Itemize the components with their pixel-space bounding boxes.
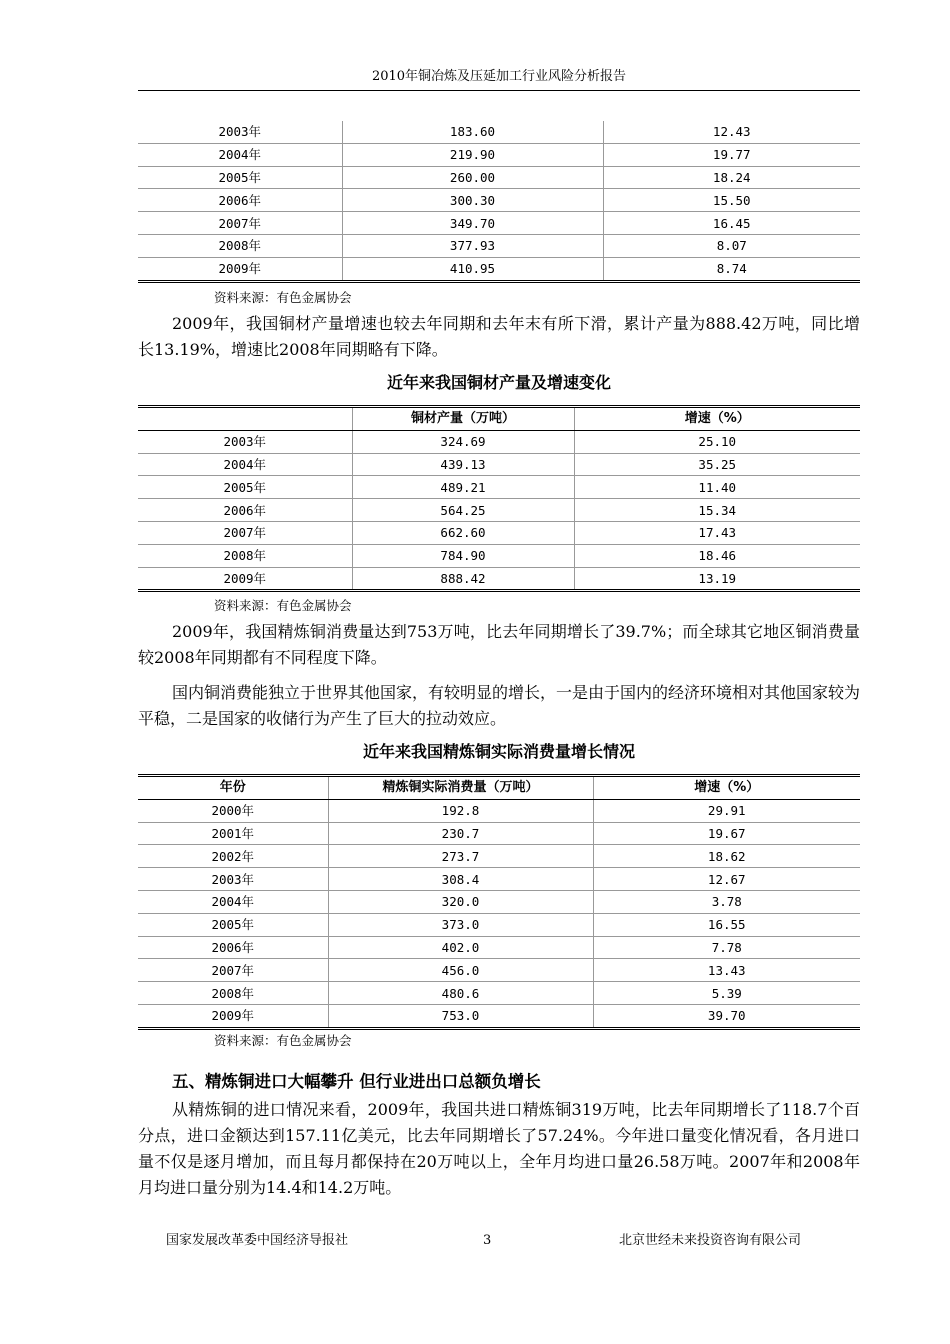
table-row: 2009年 753.0 39.70 — [138, 1004, 860, 1028]
table-source: 资料来源：有色金属协会 — [214, 1033, 352, 1048]
table-row: 2000年 192.8 29.91 — [138, 799, 860, 822]
table-row: 2005年 489.21 11.40 — [138, 476, 860, 499]
table-refined-copper-consumption — [138, 774, 860, 1030]
table-row: 2007年 456.0 13.43 — [138, 959, 860, 982]
paragraph: 国内铜消费能独立于世界其他国家，有较明显的增长，一是由于国内的经济环境相对其他国家较为平稳，二是国家的收储行为产生了巨大的拉动效应。 — [138, 683, 861, 728]
table-row: 2006年 300.30 15.50 — [138, 189, 860, 212]
table-source: 资料来源：有色金属协会 — [214, 290, 352, 305]
table-row: 2004年 320.0 3.78 — [138, 890, 860, 913]
footer-left: 国家发展改革委中国经济导报社 — [166, 1233, 349, 1248]
table-row: 2005年 260.00 18.24 — [138, 166, 860, 189]
table-row: 2003年 183.60 12.43 — [138, 121, 860, 143]
table-row: 2001年 230.7 19.67 — [138, 822, 860, 845]
paragraph: 2009年，我国精炼铜消费量达到753万吨，比去年同期增长了39.7%；而全球其它地区铜消费量较2008年同期都有不同程度下降。 — [138, 622, 860, 667]
table-header-row: 铜材产量（万吨） 增速（%） — [138, 407, 860, 431]
table-row: 2005年 373.0 16.55 — [138, 913, 860, 936]
footer-right: 北京世经未来投资咨询有限公司 — [619, 1233, 802, 1248]
table-caption: 近年来我国精炼铜实际消费量增长情况 — [362, 742, 635, 761]
table-row: 2006年 564.25 15.34 — [138, 499, 860, 522]
paragraph: 2009年，我国铜材产量增速也较去年同期和去年末有所下滑，累计产量为888.42万吨，同比增长13.19%，增速比2008年同期略有下降。 — [138, 314, 860, 359]
table-row: 2003年 324.69 25.10 — [138, 430, 860, 453]
table-row: 2008年 377.93 8.07 — [138, 234, 860, 257]
table-row: 2009年 410.95 8.74 — [138, 257, 860, 281]
table-row: 2007年 349.70 16.45 — [138, 212, 860, 235]
page-number: 3 — [483, 1233, 492, 1248]
table-row: 2007年 662.60 17.43 — [138, 521, 860, 544]
table-copper-products-output — [138, 405, 860, 592]
table-row: 2008年 784.90 18.46 — [138, 544, 860, 567]
table-row: 2008年 480.6 5.39 — [138, 982, 860, 1005]
table-row: 2002年 273.7 18.62 — [138, 845, 860, 868]
paragraph: 从精炼铜的进口情况来看，2009年，我国共进口精炼铜319万吨，比去年同期增长了118.7个百分点，进口金额达到157.11亿美元，比去年同期增长了57.24%。今年进口量变化情况看，各月进口量不仅是逐月增加，而且每月都保持在20万吨以上，全年月均进口量26.58万吨。2007年和2008年月均进口量分别为14.4和14.2万吨。 — [138, 1100, 860, 1197]
table-copper-production-continued — [138, 121, 860, 283]
table-header-row: 年份 精炼铜实际消费量（万吨） 增速（%） — [138, 776, 860, 800]
section-heading: 五、精炼铜进口大幅攀升 但行业进出口总额负增长 — [172, 1072, 541, 1091]
table-caption: 近年来我国铜材产量及增速变化 — [386, 373, 611, 392]
table-row: 2006年 402.0 7.78 — [138, 936, 860, 959]
page-header — [138, 68, 860, 91]
table-row: 2004年 439.13 35.25 — [138, 453, 860, 476]
table-row: 2004年 219.90 19.77 — [138, 143, 860, 166]
table-row: 2003年 308.4 12.67 — [138, 868, 860, 891]
report-title: 2010年铜冶炼及压延加工行业风险分析报告 — [371, 69, 627, 84]
table-source: 资料来源：有色金属协会 — [214, 598, 352, 613]
table-row: 2009年 888.42 13.19 — [138, 567, 860, 591]
